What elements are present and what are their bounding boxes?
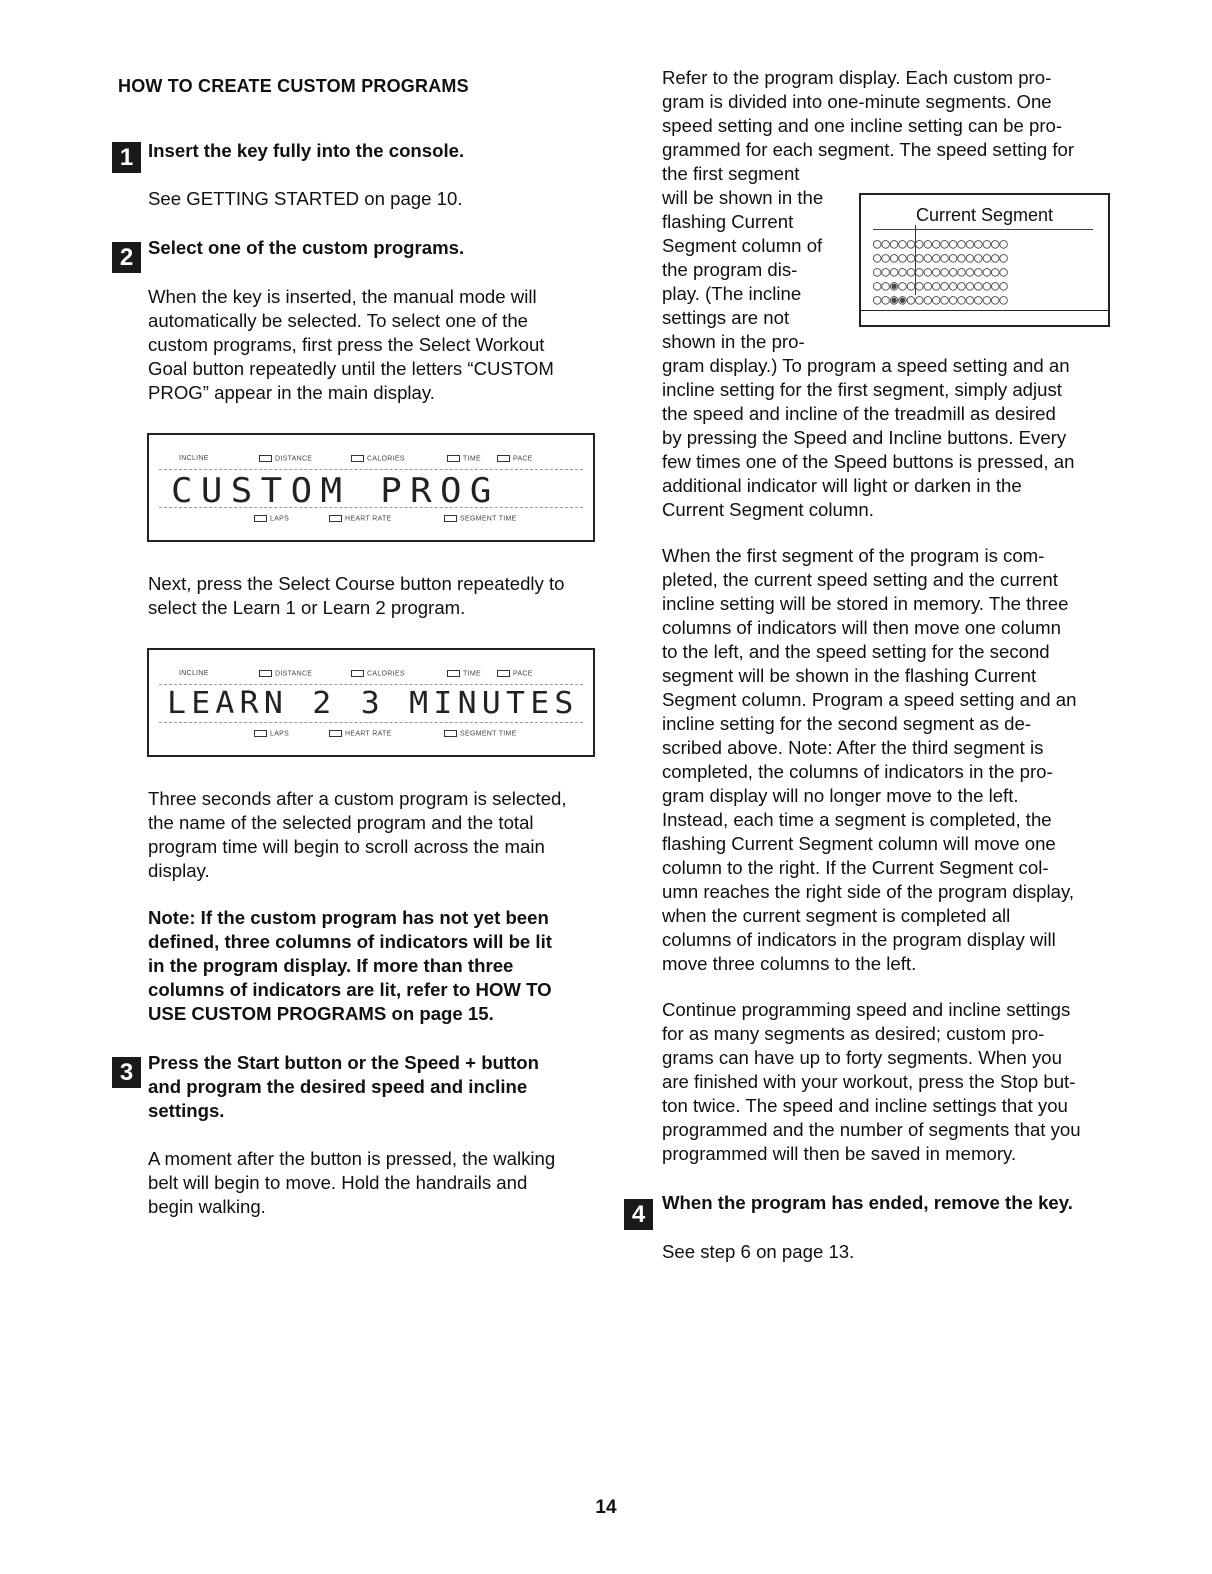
step-2-title: Select one of the custom programs. [148, 237, 465, 258]
display-main-text: LEARN 2 3 MINUTES [167, 686, 579, 721]
display-bottom-labels: LAPS HEART RATE SEGMENT TIME [254, 730, 574, 740]
step-1-body: See GETTING STARTED on page 10. [148, 188, 463, 209]
step-4-badge: 4 [624, 1199, 653, 1230]
console-display-learn [147, 648, 595, 757]
indicator-grid: ○○○○○○○○○○○○○○○○ ○○○○○○○○○○○○○○○○ ○○○○○○○○○○○○○○○○ ○○◉○○○○○○○○○○○○○ ○○◉◉○○○○○○○○○○○○ [873, 236, 1008, 308]
step-4-title: When the program has ended, remove the key. [662, 1192, 1073, 1213]
display-top-labels: INCLINE DISTANCE CALORIES TIME PACE [179, 455, 533, 463]
page-number: 14 [595, 1497, 617, 1518]
step-3-title: Press the Start button or the Speed + button and program the desired speed and incline settings. [148, 1052, 540, 1121]
right-paragraph-1: Refer to the program display. Each custom pro- gram is divided into one-minute segments. One speed setting and one incline setting can be pro- grammed for each segment. The speed setting for the first segment will be shown in the flashing Current Segment column of the program dis- play. (The incline settings are not shown in the pro- gram display.) To program a speed setting and an incline setting for the first segment, simply adjust the speed and incline of the treadmill as desired by pressing the Speed and Incline buttons. Every few times one of the Speed buttons is pressed, an additional indicator will light or darken in the Current Segment column. [662, 67, 1075, 520]
display-top-labels: INCLINE DISTANCE CALORIES TIME PACE [179, 670, 533, 678]
right-paragraph-2: When the first segment of the program is com- pleted, the current speed setting and the current incline setting will be stored in memory. The three columns of indicators will then move one column to the left, and the speed setting for the second segment will be shown in the flashing Current Segment column. Program a speed setting and an incline setting for the second segment as de- scribed above. Note: After the third segment is completed, the columns of indicators in the pro- gram display will no longer move to the left. Instead, each time a segment is completed, the flashing Current Segment column will move one column to the right. If the Current Segment col- umn reaches the right side of the program display, when the current segment is completed all columns of indicators in the program display will move three columns to the left. [662, 545, 1077, 974]
step-1-title: Insert the key fully into the console. [148, 140, 465, 161]
step-3-body: A moment after the button is pressed, the walking belt will begin to move. Hold the handrails and begin walking. [148, 1148, 556, 1217]
step-2-badge: 2 [112, 242, 141, 273]
step-3-badge: 3 [112, 1057, 141, 1088]
step-2-body-2: Next, press the Select Course button repeatedly to select the Learn 1 or Learn 2 program. [148, 573, 565, 618]
console-display-custom-prog [147, 433, 595, 542]
step-1-badge: 1 [112, 142, 141, 173]
right-paragraph-3: Continue programming speed and incline settings for as many segments as desired; custom pro- grams can have up to forty segments. When you are finished with your workout, press the Stop but- ton twice. The speed and incline settings that you programmed and the number of segments that you programmed will then be saved in memory. [662, 999, 1081, 1164]
step-2-note: Note: If the custom program has not yet been defined, three columns of indicators will be lit in the program display. If more than three columns of indicators are lit, refer to HOW TO USE CUSTOM PROGRAMS on page 15. [148, 907, 552, 1024]
step-2-body: When the key is inserted, the manual mode will automatically be selected. To select one of the custom programs, first press the Select Workout Goal button repeatedly until the letters “CUSTOM PROG” appear in the main display. [148, 286, 554, 403]
step-4-body: See step 6 on page 13. [662, 1241, 855, 1262]
step-2-body-3: Three seconds after a custom program is selected, the name of the selected program and the total program time will begin to scroll across the main display. [148, 788, 567, 881]
display-main-text: CUSTOM PROG [171, 471, 500, 511]
display-bottom-labels: LAPS HEART RATE SEGMENT TIME [254, 515, 574, 525]
current-segment-label: Current Segment [915, 205, 1054, 225]
section-title: HOW TO CREATE CUSTOM PROGRAMS [118, 76, 469, 96]
program-display-diagram [859, 193, 1110, 327]
